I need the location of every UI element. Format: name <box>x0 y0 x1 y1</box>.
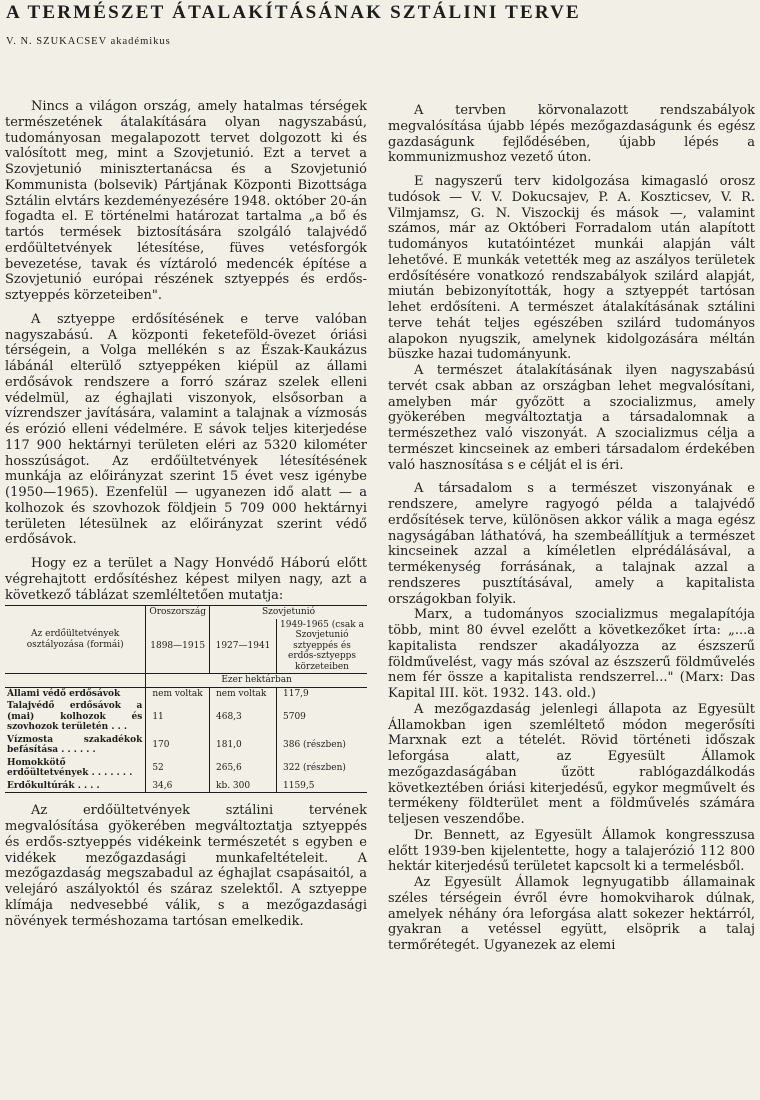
table-cell: Állami védő erdősávok <box>7 688 121 699</box>
table-header-category: Az erdőültetvények osztályozása (formái) <box>5 606 146 674</box>
paragraph: A sztyeppe erdősítésének e terve valóban nagyszabású. A központi feketeföld-övezet óriási térségein, a Volga mellékén s az Észak-Kaukázus lábánál elterülő sztyeppéken kiépül az állami erdősávok rendszere a forró száraz szelek elleni védelmül, az éghajlati viszonyok, elsősorban a vízrendszer javítására, valamint a talajnak a vízmosás és erózió elleni védelmére. E sávok teljes kiterjedése 117 900 hektárnyi területen eléri az 5320 kilométer hosszúságot. Az erdőültetvények létesítésének munkája az előirányzat szerint 15 évet vesz igénybe (1950—1965). Ezenfelül — ugyanezen idő alatt — a kolhozok és szovhozok földjein 5 709 000 hektárnyi területen létesülnek az előirányzat szerint védő erdősávok. <box>5 311 367 548</box>
left-column <box>5 99 367 937</box>
table-cell: 11 <box>146 700 210 734</box>
table-row <box>5 700 367 734</box>
table-cell: nem voltak <box>210 687 277 700</box>
paragraph: Az erdőültetvények sztálini tervének megvalósítása gyökerében megváltoztatja sztyeppés és erdős-sztyeppés vidékeink természetét s egyben e vidékek mezőgazdasági munkafeltételeit. A mezőgazdaság megszabadul az éghajlat csapásaitól, a velejáró aszályoktól és száraz szelektől. A sztyeppe klímája nedvesebbé válik, s a mezőgazdasági növények terméshozama tartósan emelkedik. <box>5 803 367 929</box>
table-row <box>5 780 367 793</box>
table-cell: 468,3 <box>210 700 277 734</box>
table-header-period: 1927—1941 <box>210 619 277 674</box>
table-cell: Talajvédő erdősávok a (mai) kolhozok és szovhozok területén . . . <box>7 701 143 733</box>
table-cell: 386 (részben) <box>277 734 368 757</box>
table-cell: Homokkötő erdőültetvények . . . . . . . <box>7 757 133 779</box>
table-cell: nem voltak <box>146 687 210 700</box>
table-cell: 322 (részben) <box>277 757 368 780</box>
table-cell: 34,6 <box>146 780 210 793</box>
paragraph: A mezőgazdaság jelenlegi állapota az Egyesült Államokban igen szemléltető módon megerősíti Marxnak ezt a tételét. Rövid történeti időszak leforgása alatt, az Egyesült Államok mezőgazdaságában űzött rablógazdálkodás következtében óriási kiterjedésű, egykor megművelt és termékeny földterület ment a földművelés számára teljesen veszendőbe. <box>388 701 755 827</box>
paragraph: Az Egyesült Államok legnyugatibb államainak széles térségein évről évre homokviharok dúlnak, amelyek néhány óra leforgása alatt sokezer hektárról, gyakran a vetéssel együtt, elsöprik a talaj termőrétegét. Ugyanezek az elemi <box>388 875 755 953</box>
table-unit: Ezer hektárban <box>146 674 367 688</box>
table-cell: 52 <box>146 757 210 780</box>
article-author: V. N. SZUKACSEV akadémikus <box>6 36 171 47</box>
table-cell: 181,0 <box>210 734 277 757</box>
table-cell: kb. 300 <box>210 780 277 793</box>
afforestation-table <box>5 605 367 793</box>
paragraph: A tervben körvonalazott rendszabályok megvalósítása újabb lépés mezőgazdaságunk és egész gazdaságunk fejlődésében, újabb lépés a kommunizmushoz vezető úton. <box>388 103 755 166</box>
table-header-period: 1949-1965 (csak a Szovjetunió sztyeppés és erdős-sztyepps körzeteiben <box>277 619 368 674</box>
table-cell: 117,9 <box>277 687 368 700</box>
paragraph: Marx, a tudományos szocializmus megalapítója több, mint 80 évvel ezelőtt a következőket írta: „...a kapitalista rendszer akadályozza az észszerű földművelést, vagy más szóval az észszerű földművelés nem fér össze a kapitalista rendszerrel..." (Marx: Das Kapital III. köt. 1932. 143. old.) <box>388 607 755 701</box>
table-cell: 1159,5 <box>277 780 368 793</box>
paragraph: A társadalom s a természet viszonyának e rendszere, amelyre ragyogó példa a talajvédő erdősítések terve, különösen akkor válik a maga egész nagyságában láthatóvá, ha szembeállítjuk a természet kincseinek azzal a kíméletlen elpréd​álásával, a termékenység forrásának, a talajnak azzal a rendszeres pusztításával, amely a kapitalista országokban folyik. <box>388 481 755 607</box>
right-column <box>388 103 755 954</box>
table-cell: Erdőkultúrák . . . . <box>5 780 146 793</box>
table-row <box>5 687 367 700</box>
table-cell: 265,6 <box>210 757 277 780</box>
table-cell: Vízmosta szakadékok befásítása . . . . . . <box>7 734 143 756</box>
table-header-period: 1898—1915 <box>146 619 210 674</box>
table-header-country: Oroszország <box>146 606 210 619</box>
table-cell: 5709 <box>277 700 368 734</box>
table-row <box>5 757 367 780</box>
paragraph: Hogy ez a terület a Nagy Honvédő Háború előtt végrehajtott erdősítéshez képest milyen nagy, azt a következő táblázat szemléltetően mutatja: <box>5 556 367 603</box>
paragraph: Dr. Bennett, az Egyesült Államok kongresszusa előtt 1939-ben kijelentette, hogy a talajerózió 112 800 hektár kiterjedésű területet kapcsolt ki a termelésből. <box>388 827 755 875</box>
table-header-soviet: Szovjetunió <box>210 606 368 619</box>
paragraph: Nincs a világon ország, amely hatalmas térségek természetének átalakítására olyan nagyszabású, tudományosan megalapozott tervet dolgozott ki és valósított meg, mint a Szovjetunió. Ezt a tervet a Szovjetunió minisztertanácsa és a Szovjetunió Kommunista (bolsevik) Pártjának Központi Bizottsága Sztálin elvtárs kezdeményezésére 1948. október 20-án fogadta el. E történelmi határozat tartalma „a bő és tartós termések biztosítására szolgáló talajvédő erdőültetvények létesítése, füves vetésforgók bevezetése, tavak és víztároló medencék építése a Szovjetunió európai részének sztyeppés és erdős-sztyeppés körzeteiben". <box>5 99 367 303</box>
table-row <box>5 734 367 757</box>
article-title: A TERMÉSZET ÁTALAKÍTÁSÁNAK SZTÁLINI TERVE <box>6 2 581 23</box>
table-cell: 170 <box>146 734 210 757</box>
paragraph: E nagyszerű terv kidolgozása kimagasló orosz tudósok — V. V. Dokucsajev, P. A. Koszticsev, V. R. Vilmjamsz, G. N. Viszockij és mások —, valamint számos, már az Októberi Forradalom után alapított tudományos kutatóintézet munkái alapján vált lehetővé. E munkák vetették meg az aszályos területek erdősítésére vonatkozó rendszabályok szilárd alapját, miután bebizonyították, hogy a sztyeppét tartósan lehet erdősíteni. A természet átalakításának sztálini terve tehát teljes egészében szilárd tudományos alapokon nyugszik, amelynek kidolgozására méltán büszke hazai tudományunk. <box>388 174 755 363</box>
paragraph: A természet átalakításának ilyen nagyszabású tervét csak abban az országban lehet megvalósítani, amelyben már győzött a szocializmus, amely gyökerében megváltoztatja a társadalomnak a természethez való viszonyát. A szocializmus célja a természet kincseinek az emberi társadalom érdekében való hasznosítása s e célját el is éri. <box>388 363 755 473</box>
